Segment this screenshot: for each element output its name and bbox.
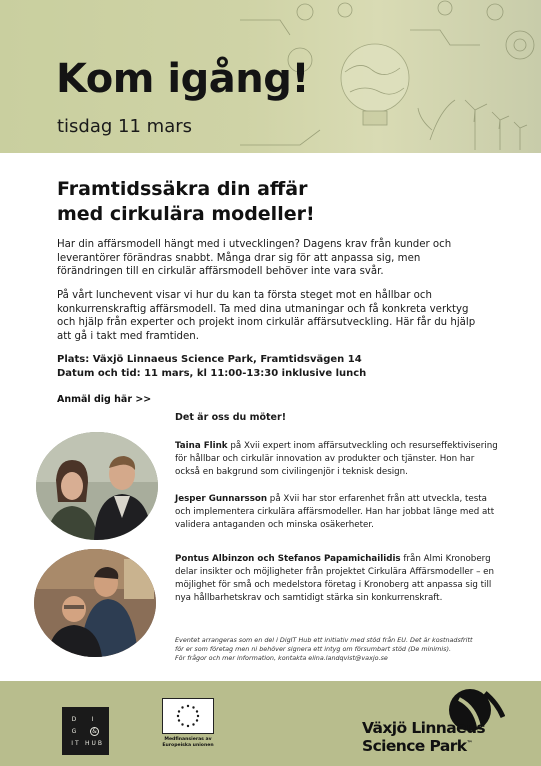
disclaimer-line: för er som företag men ni behöver signera ett intyg om försumbart stöd (De minimis). (175, 645, 452, 654)
speaker-bio-jesper-gunnarsson (175, 493, 500, 532)
logo-letter: I (91, 715, 98, 723)
header-banner (0, 0, 541, 153)
intro-paragraph: Har din affärsmodell hängt med i utvecklingen? Dagens krav från kunder och leverantörer förändras snabbt. Många drar sig för att anpassa sig, men förändringen till en cirkulär affärsmodell behöver inte vara svår. (57, 239, 452, 278)
logo-letter: G (71, 727, 81, 735)
page-title: Kom igång! (56, 56, 310, 102)
logo-letter: & (90, 727, 99, 736)
event-details (57, 353, 487, 381)
speaker-photo-albinzon-papamichailidis (34, 549, 156, 657)
eu-flag-icon (162, 698, 214, 734)
speaker-name: Taina Flink (175, 441, 228, 451)
speaker-name: Jesper Gunnarsson (175, 494, 268, 504)
logo-letter: D (71, 715, 81, 723)
speaker-bio-almi-kronoberg (175, 553, 500, 605)
eu-cofunded-logo (160, 698, 216, 755)
speaker-bio-text: från Almi Kronoberg delar insikter och möjligheter från projektet Cirkulära Affärsmodeller – en möjlighet för små och medelstora företag i Kronoberg att anpassa sig till nya hållbarhetskrav och samtidigt stärka sin konkurrenskraft. (175, 554, 495, 603)
science-park-name-2: Science Park™ (362, 737, 472, 756)
footer (0, 681, 541, 766)
logo-letter: IT (71, 739, 81, 747)
event-paragraph: På vårt lunchevent visar vi hur du kan ta första steget mot en hållbar och konkurrenskraftig affärsmodell. Ta med dina utmaningar och få konkreta verktyg och hjälp från experter och projekt inom cirkulär affärsutveckling. Här får du hjälp att gå i takt med framtiden. (57, 290, 476, 342)
event-place: Plats: Växjö Linnaeus Science Park, Framtidsvägen 14 (57, 354, 362, 365)
disclaimer-line: För frågor och mer information, kontakta elina.landqvist@vaxjo.se (175, 654, 388, 663)
speaker-bio-text: på Xvii expert inom affärsutveckling och resurseffektivisering för hållbar och cirkulär innovation av produkter och tjänster. Hon har också en bakgrund som civilingenjör i teknisk design. (175, 441, 498, 477)
speaker-bio-taina-flink (175, 440, 500, 479)
headline-line-2: med cirkulära modeller! (57, 203, 315, 225)
meet-heading: Det är oss du möter! (175, 412, 287, 423)
disclaimer (175, 636, 505, 664)
event-time: Datum och tid: 11 mars, kl 11:00-13:30 inklusive lunch (57, 368, 367, 379)
disclaimer-line: Eventet arrangeras som en del i DigIT Hub ett initiativ med stöd från EU. Det är kostnadsfritt (175, 636, 473, 644)
signup-link[interactable]: Anmäl dig här >> (57, 394, 152, 405)
logo-letter: HUB (84, 739, 104, 747)
speaker-name: Pontus Albinzon och Stefanos Papamichailidis (175, 554, 401, 564)
science-park-logo (362, 721, 502, 754)
speaker-bio-text: på Xvii har stor erfarenhet från att utveckla, testa och implementera cirkulära affärsmodeller. Han har jobbat länge med att validera antaganden och minska osäkerheter. (175, 494, 495, 530)
eu-caption: Medfinansieras av Europeiska unionen (162, 737, 214, 748)
headline-line-1: Framtidssäkra din affär (57, 178, 308, 200)
event-date: tisdag 11 mars (57, 116, 193, 137)
science-park-name-1: Växjö Linnaeus (362, 719, 486, 737)
digit-hub-logo (62, 707, 109, 755)
headline (57, 177, 477, 227)
speaker-photo-flink-gunnarsson (36, 432, 158, 540)
